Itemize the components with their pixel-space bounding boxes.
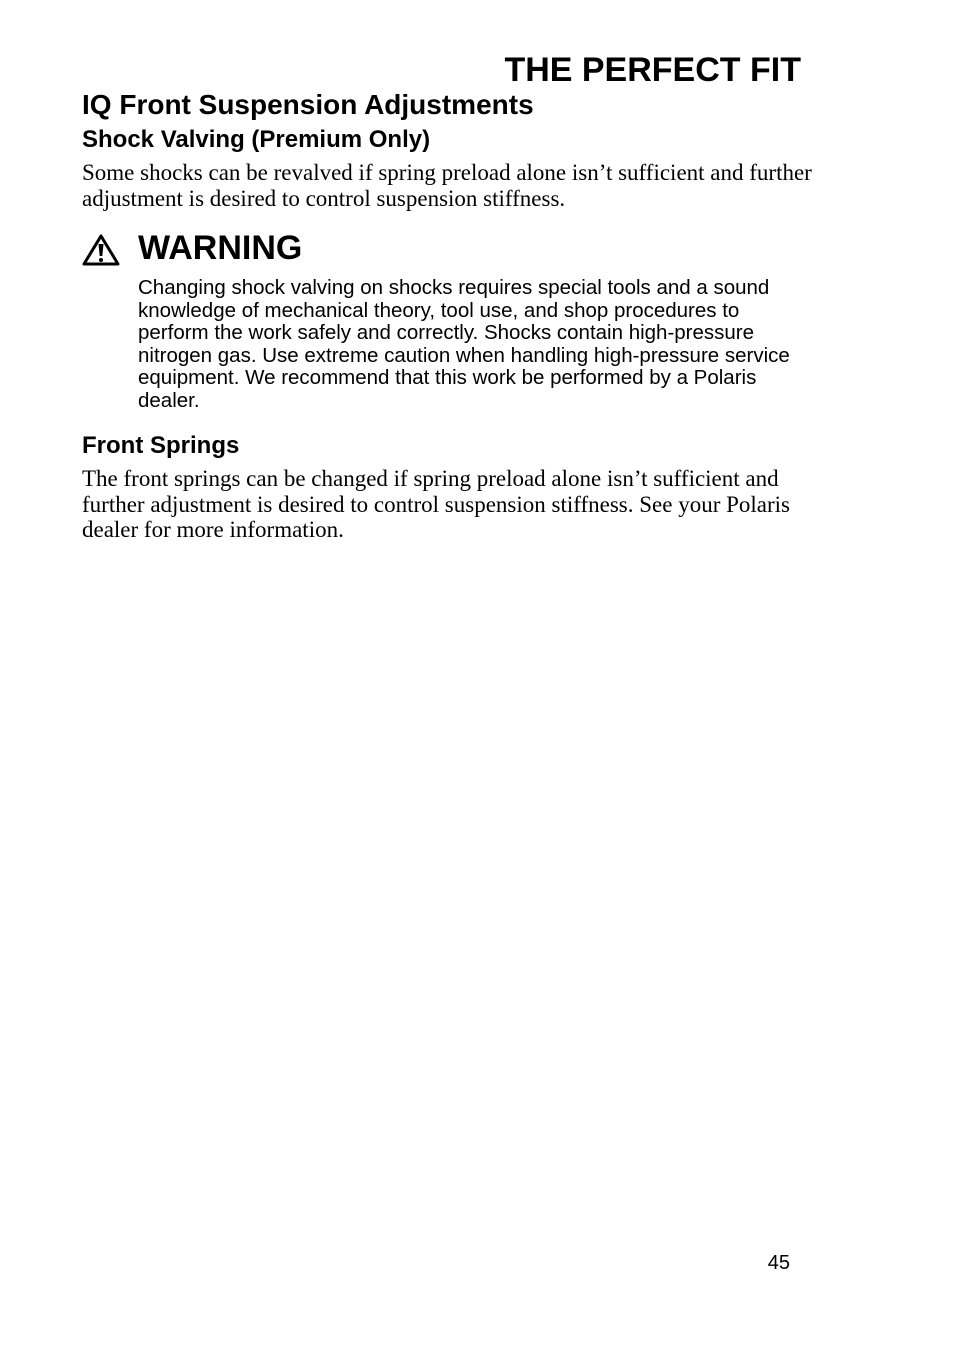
warning-header bbox=[82, 226, 802, 272]
warning-title: WARNING bbox=[138, 229, 303, 267]
shock-valving-paragraph: Some shocks can be revalved if spring preload alone isn’t sufficient and further adjustment is desired to control suspension stiffness. bbox=[82, 160, 812, 211]
shock-valving-heading: Shock Valving (Premium Only) bbox=[82, 126, 431, 153]
front-springs-paragraph: The front springs can be changed if spring preload alone isn’t sufficient and further adjustment is desired to control suspension stiffness. See your Polaris dealer for more information. bbox=[82, 466, 791, 542]
warning-text: Changing shock valving on shocks requires special tools and a sound knowledge of mechanical theory, tool use, and shop procedures to perform the work safely and correctly. Shocks contain high-pressure nitrogen gas. Use extreme caution when handling high-pressure service equipment. We recommend that this work be performed by a Polaris dealer. bbox=[138, 276, 790, 412]
warning-triangle-icon bbox=[82, 234, 120, 266]
page-number: 45 bbox=[767, 1252, 790, 1274]
warning-block bbox=[82, 226, 802, 412]
page-header-title: THE PERFECT FIT bbox=[504, 51, 801, 89]
section-title: IQ Front Suspension Adjustments bbox=[82, 89, 534, 120]
front-springs-heading: Front Springs bbox=[82, 432, 240, 459]
